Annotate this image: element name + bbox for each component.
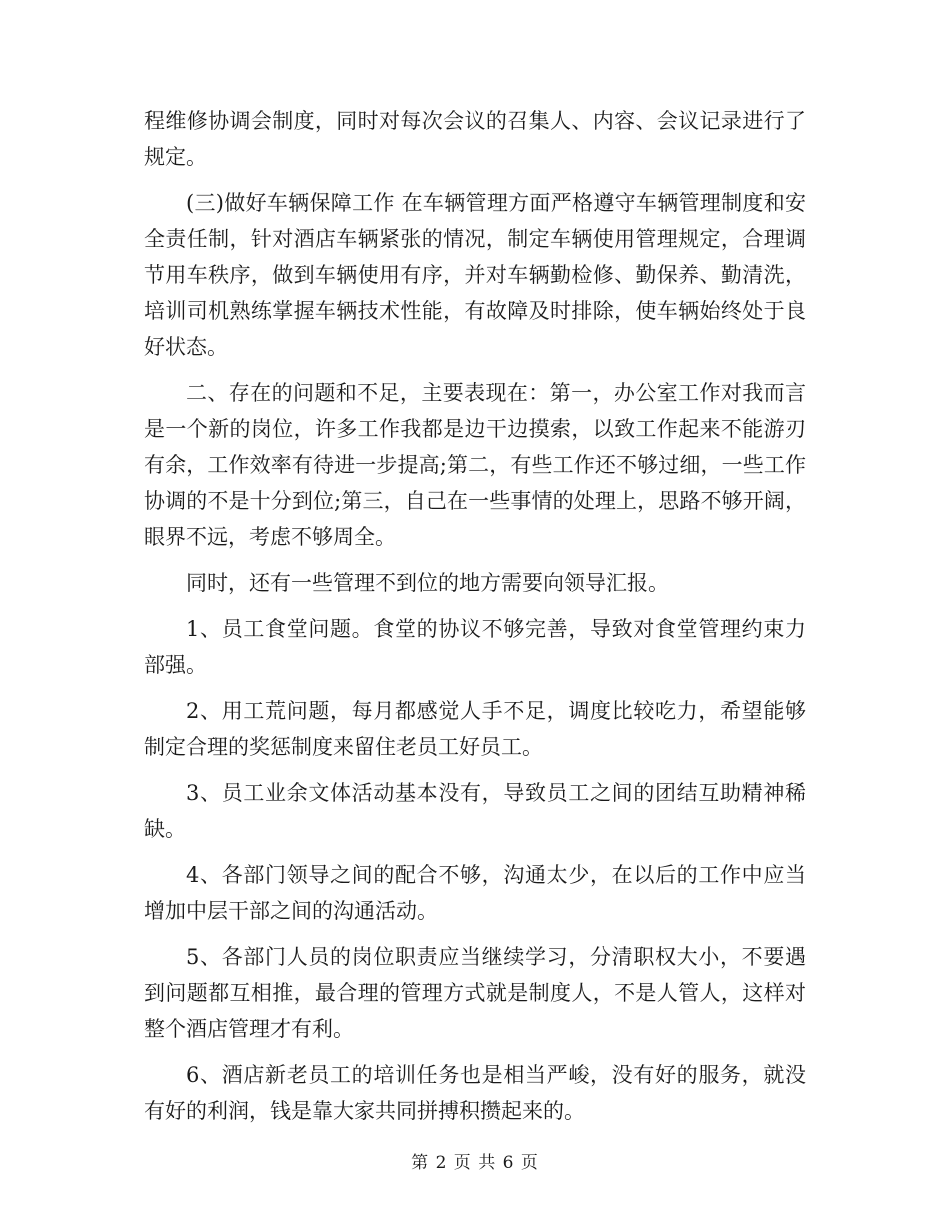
paragraph-7: 3、员工业余文体活动基本没有，导致员工之间的团结互助精神稀缺。 xyxy=(144,781,806,841)
paragraph-6: 2、用工荒问题，每月都感觉人手不足，调度比较吃力，希望能够制定合理的奖惩制度来留住老员工好员工。 xyxy=(144,699,806,759)
paragraph-10: 6、酒店新老员工的培训任务也是相当严峻，没有好的服务，就没有好的利润，钱是靠大家共同拼搏积攒起来的。 xyxy=(144,1063,806,1123)
paragraph-2: (三)做好车辆保障工作 在车辆管理方面严格遵守车辆管理制度和安全责任制，针对酒店车辆紧张的情况，制定车辆使用管理规定，合理调节用车秩序，做到车辆使用有序，并对车辆勤检修、勤保养、勤清洗，培训司机熟练掌握车辆技术性能，有故障及时排除，使车辆始终处于良好状态。 xyxy=(144,191,806,359)
paragraph-9: 5、各部门人员的岗位职责应当继续学习，分清职权大小，不要遇到问题都互相推，最合理的管理方式就是制度人，不是人管人，这样对整个酒店管理才有利。 xyxy=(144,945,806,1041)
paragraph-5: 1、员工食堂问题。食堂的协议不够完善，导致对食堂管理约束力部强。 xyxy=(144,617,806,677)
paragraph-4: 同时，还有一些管理不到位的地方需要向领导汇报。 xyxy=(186,571,669,595)
paragraph-8: 4、各部门领导之间的配合不够，沟通太少，在以后的工作中应当增加中层干部之间的沟通活动。 xyxy=(144,863,806,923)
paragraph-3: 二、存在的问题和不足，主要表现在：第一，办公室工作对我而言是一个新的岗位，许多工作我都是边干边摸索，以致工作起来不能游刃有余，工作效率有待进一步提高;第二，有些工作还不够过细，一些工作协调的不是十分到位;第三，自己在一些事情的处理上，思路不够开阔，眼界不远，考虑不够周全。 xyxy=(144,381,806,549)
page-footer: 第 2 页 共 6 页 xyxy=(411,1153,539,1173)
document-body xyxy=(144,103,806,1129)
paragraph-1: 程维修协调会制度，同时对每次会议的召集人、内容、会议记录进行了规定。 xyxy=(144,109,806,169)
